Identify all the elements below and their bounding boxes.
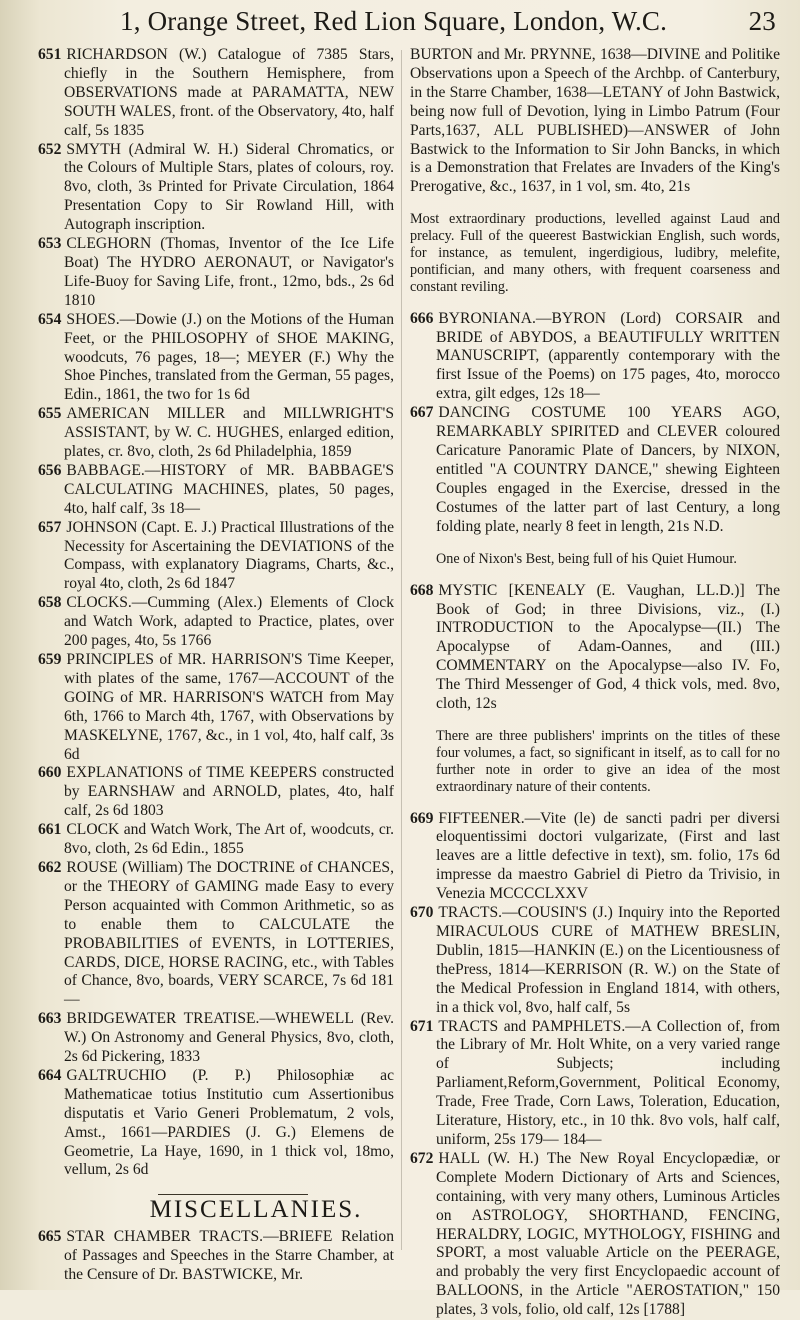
entry-number: 655: [38, 405, 62, 423]
entry-text: CLOCK and Watch Work, The Art of, woodcuts, cr. 8vo, cloth, 2s 6d Edin., 1855: [64, 821, 394, 858]
entry-number: 660: [38, 764, 62, 782]
entry-text: GALTRUCHIO (P. P.) Philosophiæ ac Mathematicae totius Institutio cum Assertionibus disputatis et Vario Generi Problematum, 2 vols, Amst., 1661—PARDIES (J. G.) Elemens de Geometrie, La Haye, 1690, in 1 thick vol, 18mo, vellum, 2s 6d: [64, 1066, 394, 1179]
entry-text: BABBAGE.—HISTORY of MR. BABBAGE'S CALCULATING MACHINES, plates, 50 pages, 4to, half calf, 3s 18—: [64, 461, 394, 517]
entry-number: 659: [38, 651, 62, 668]
catalogue-entry: [38, 235, 394, 311]
entry-text: AMERICAN MILLER and MILLWRIGHT'S ASSISTANT, by W. C. HUGHES, enlarged edition, plates, cr. 8vo, cloth, 2s 6d Philadelphia, 1859: [64, 405, 394, 461]
catalogue-entry: [410, 310, 780, 405]
entry-note: There are three publishers' imprints on the titles of these four volumes, a fact, so significant in itself, as to call for no further note in order to give an idea of the most extraordinary nature of their contents.: [436, 728, 780, 795]
catalogue-entry: [38, 651, 394, 764]
catalogue-entry: [38, 1010, 394, 1067]
catalogue-entry: [38, 821, 394, 859]
entry-number: 664: [38, 1066, 62, 1084]
entry-text: EXPLANATIONS of TIME KEEPERS constructed by EARNSHAW and ARNOLD, plates, 4to, half calf, 2s 6d 1803: [64, 764, 394, 820]
catalogue-entry: [38, 46, 394, 141]
page-number: 23: [748, 6, 776, 36]
catalogue-entry: [410, 904, 780, 1017]
entry-text: PRINCIPLES of MR. HARRISON'S Time Keeper, with plates of the same, 1767—ACCOUNT of the GOING of MR. HARRISON'S WATCH from May 6th, 1766 to March 4th, 1767, with Observations by MASKELYNE, 1767, &c., in 1 vol, 4to, half calf, 3s 6d: [64, 651, 394, 763]
catalogue-entry: [38, 859, 394, 1010]
catalogue-entry: [410, 1018, 780, 1150]
continued-entry-text: BURTON and Mr. PRYNNE, 1638—DIVINE and Politike Observations upon a Speech of the Archbp. of Canterbury, in the Starre Chamber, 1638—LETANY of John Bastwick, being now full of Devotion, lying in Limbo Patrum (Four Parts,1637, ALL PUBLISHED)—ANSWER of John Bastwick to the Information to Sir John Bancks, in which is a Demonstration that Frelates are Invaders of the King's Prerogative, &c., 1637, in 1 vol, sm. 4to, 21s: [410, 46, 780, 196]
catalogue-entry: [38, 594, 394, 651]
catalogue-entry: [38, 1228, 394, 1285]
catalogue-entry: [38, 519, 394, 595]
entry-note: One of Nixon's Best, being full of his Quiet Humour.: [436, 550, 737, 567]
catalogue-entry: [410, 1150, 780, 1320]
catalogue-entry: [38, 311, 394, 406]
entry-note: Most extraordinary productions, levelled against Laud and prelacy. Full of the queerest Bastwickian English, such words, for instance, as temulent, ingerdigious, ludibry, melefite, pontifician, and many others, with frequent coarseness and constant reviling.: [410, 211, 780, 295]
entry-text: TRACTS and PAMPHLETS.—A Collection of, from the Library of Mr. Holt White, on a very varied range of Subjects; including Parliament,Reform,Government, Political Economy, Trade, Free Trade, Corn Laws, Toleration, Education, Literature, History, etc., in 10 thk. 8vo vols, half calf, uniform, 25s 179— 184—: [436, 1017, 780, 1148]
entry-number: 669: [410, 809, 434, 827]
entry-text: HALL (W. H.) The New Royal Encyclopædiæ, or Complete Modern Dictionary of Arts and Sciences, containing, with very many others, Luminous Articles on ASTROLOGY, SHORTHAND, FENCING, HERALDRY, LOGIC, MYTHOLOGY, FISHING and SPORT, a most valuable Article on the PEERAGE, and probably the very first Encyclopaedic account of BALLOONS, in the Article "AEROSTATION," 150 plates, 3 vols, folio, old calf, 12s [1788]: [436, 1149, 780, 1319]
entry-text: CLEGHORN (Thomas, Inventor of the Ice Life Boat) The HYDRO AERONAUT, or Navigator's Life-Buoy for Saving Life, front., 12mo, bds., 2s 6d 1810: [64, 235, 394, 309]
catalogue-entry: [38, 141, 394, 236]
entry-text: SMYTH (Admiral W. H.) Sideral Chromatics, or the Colours of Multiple Stars, plates of colours, roy. 8vo, cloth, 3s Printed for Private Circulation, 1864 Presentation Copy to Sir Rowland Hill, with Autograph inscription.: [64, 140, 394, 234]
entry-text: STAR CHAMBER TRACTS.—BRIEFE Relation of Passages and Speeches in the Starre Chamber, at the Censure of Dr. BASTWICKE, Mr.: [64, 1228, 394, 1284]
entry-number: 661: [38, 821, 62, 839]
catalogue-entry: [38, 764, 394, 821]
catalogue-entry: [410, 810, 780, 905]
entry-number: 651: [38, 46, 62, 63]
entry-text: ROUSE (William) The DOCTRINE of CHANCES, or the THEORY of GAMING made Easy to every Person acquainted with Common Arithmetic, so as to enable them to CALCULATE the PROBABILITIES of EVENTS, in LOTTERIES, CARDS, DICE, HORSE RACING, etc., with Tables of Chance, 8vo, boards, VERY SCARCE, 7s 6d 181—: [64, 858, 394, 1009]
entry-text: DANCING COSTUME 100 YEARS AGO, REMARKABLY SPIRITED and CLEVER coloured Caricature Panoramic Plate of Dancers, by NIXON, entitled "A COUNTRY DANCE," shewing Eighteen Couples engaged in the Exercise, dressed in the Costumes of the latter part of last Century, a long folding plate, nearly 8 feet in length, 21s N.D.: [436, 404, 780, 535]
entry-number: 652: [38, 140, 62, 158]
entry-number: 662: [38, 858, 62, 876]
column-divider: [401, 50, 402, 1250]
entry-number: 670: [410, 904, 434, 922]
page-header: [120, 6, 800, 40]
entry-number: 653: [38, 235, 62, 253]
entry-number: 668: [410, 581, 434, 599]
entry-number: 672: [410, 1149, 434, 1167]
catalogue-entry: [410, 582, 780, 714]
entry-text: BRIDGEWATER TREATISE.—WHEWELL (Rev. W.) On Astronomy and General Physics, 8vo, cloth, 2s 6d Pickering, 1833: [64, 1010, 394, 1066]
entry-text: SHOES.—Dowie (J.) on the Motions of the Human Feet, or the PHILOSOPHY of SHOE MAKING, woodcuts, 76 pages, 18—; MEYER (F.) Why the Shoe Pinches, translated from the German, 55 pages, Edin., 1861, the two for 1s 6d: [64, 310, 394, 404]
entry-number: 663: [38, 1010, 62, 1028]
right-column: [410, 46, 780, 1320]
entry-number: 667: [410, 404, 434, 422]
catalogue-entry: [38, 462, 394, 519]
entry-text: CLOCKS.—Cumming (Alex.) Elements of Clock and Watch Work, adapted to Practice, plates, over 200 pages, 4to, 5s 1766: [64, 594, 394, 650]
entry-text: TRACTS.—COUSIN'S (J.) Inquiry into the Reported MIRACULOUS CURE of MATHEW BRESLIN, Dublin, 1815—HANKIN (E.) on the Licentiousness of thePress, 1814—KERRISON (R. W.) on the State of the Medical Profession in England 1814, with others, in a thick vol, 8vo, half calf, 5s: [436, 904, 780, 1016]
entry-number: 658: [38, 594, 62, 612]
catalogue-entry: [410, 404, 780, 536]
entry-text: BYRONIANA.—BYRON (Lord) CORSAIR and BRIDE of ABYDOS, a BEAUTIFULLY WRITTEN MANUSCRIPT, (apparently contemporary with the first Issue of the Poems) on 175 pages, 4to, morocco extra, gilt edges, 12s 18—: [436, 309, 780, 403]
continued-entry: [410, 46, 780, 197]
entry-text: MYSTIC [KENEALY (E. Vaughan, LL.D.)] The Book of God; in three Divisions, viz., (I.) INTRODUCTION to the Apocalypse—(II.) The Apocalypse of Adam-Oannes, and (III.) COMMENTARY on the Apocalypse—also IV. Fo, The Third Messenger of God, 4 thick vols, med. 8vo, cloth, 12s: [436, 581, 780, 713]
entry-number: 654: [38, 310, 62, 328]
entry-text: RICHARDSON (W.) Catalogue of 7385 Stars, chiefly in the Southern Hemisphere, from OBSERVATIONS made at PARAMATTA, NEW SOUTH WALES, front. of the Observatory, 4to, half calf, 5s 1835: [64, 46, 394, 139]
entry-number: 671: [410, 1017, 434, 1035]
catalogue-entry: [38, 405, 394, 462]
header-address: 1, Orange Street, Red Lion Square, London, W.C.: [120, 6, 668, 36]
entry-text: FIFTEENER.—Vite (le) de sancti padri per diversi eloquentissimi doctori vulgarizate, (First and last leaves are a little defective in text), sm. folio, 17s 6d impresse da maestro Gabriel di Pietro da Trivisio, in Venezia MCCCCLXXV: [436, 809, 780, 903]
section-title: MISCELLANIES.: [149, 1196, 363, 1224]
entry-number: 657: [38, 518, 62, 536]
entry-number: 665: [38, 1228, 62, 1246]
entry-number: 656: [38, 461, 62, 479]
entry-number: 666: [410, 309, 434, 327]
left-column: [38, 46, 394, 1285]
section-rule: [158, 1194, 308, 1195]
entry-text: JOHNSON (Capt. E. J.) Practical Illustrations of the Necessity for Ascertaining the DEVIATIONS of the Compass, with explanatory Diagrams, Charts, &c., royal 4to, cloth, 2s 6d 1847: [64, 518, 394, 593]
catalogue-entry: [38, 1067, 394, 1180]
